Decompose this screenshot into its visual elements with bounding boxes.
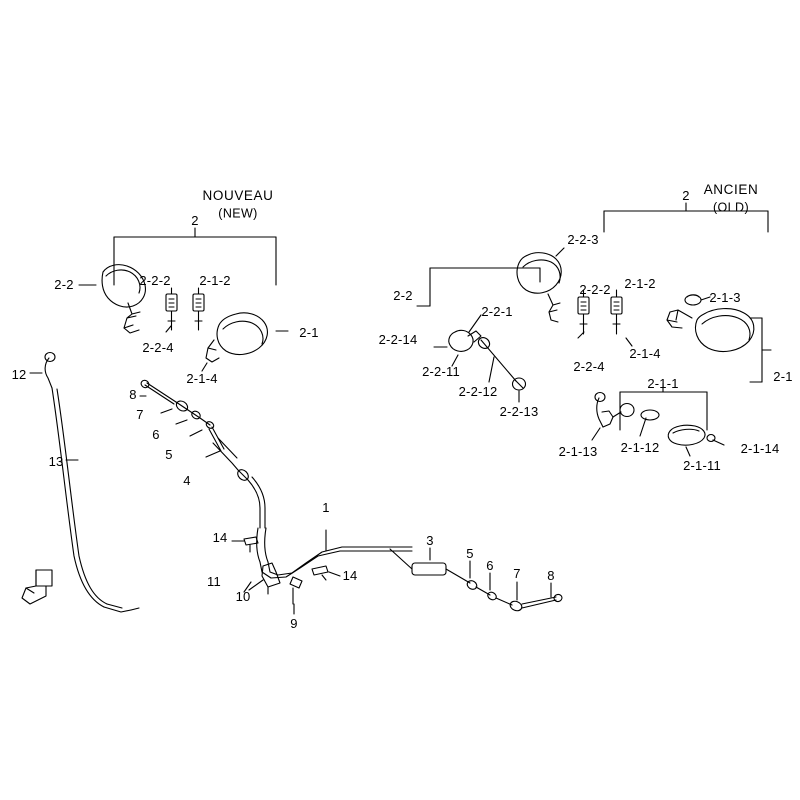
label-new-2-1-2: 2-1-2 [199, 273, 231, 289]
leader-new-2-1-4 [202, 363, 207, 371]
old-part-2-1-14-washer [707, 435, 715, 442]
label-8: 8 [129, 387, 137, 403]
label-old-2-2-4: 2-2-4 [573, 359, 605, 375]
cable-13 [45, 353, 139, 613]
label-1: 1 [322, 500, 330, 516]
title-ancien: ANCIEN [703, 181, 759, 197]
leader-new-2-2-4 [166, 326, 171, 332]
leader-old-2-1-13 [592, 428, 600, 440]
bracket-new-group-2 [114, 228, 276, 285]
label-6: 6 [152, 427, 160, 443]
old-part-2-2-12-13 [476, 335, 525, 390]
label-new-group-2: 2 [191, 213, 199, 229]
old-part-2-1-11 [668, 425, 705, 445]
leader-old-2-2-4 [578, 332, 584, 338]
part-9-bolt [290, 577, 302, 604]
label-old-2-2-13: 2-2-13 [499, 404, 539, 420]
label-11: 11 [207, 574, 221, 590]
label-old-2-1-3: 2-1-3 [709, 290, 741, 306]
label-5-right: 5 [466, 546, 474, 562]
label-13: 13 [48, 454, 64, 470]
label-old-2-2-1: 2-2-1 [481, 304, 513, 320]
label-14-left: 14 [212, 530, 228, 546]
label-old-2-1-13: 2-1-13 [558, 444, 598, 460]
label-10: 10 [235, 589, 251, 605]
label-old-2-1-2: 2-1-2 [624, 276, 656, 292]
leader-7 [161, 409, 172, 413]
bracket-old-2-1 [750, 318, 771, 382]
label-old-2-2-12: 2-2-12 [458, 384, 498, 400]
label-old-2-1-11: 2-1-11 [683, 458, 721, 474]
part-14-left [244, 537, 258, 552]
label-3: 3 [426, 533, 434, 549]
label-old-2-1-12: 2-1-12 [620, 440, 660, 456]
title-new: (NEW) [218, 206, 258, 221]
cable-assembly-left [140, 379, 265, 528]
label-new-2-2-2: 2-2-2 [139, 273, 171, 289]
label-old-2-1-1: 2-1-1 [647, 376, 679, 392]
label-new-2-1: 2-1 [299, 325, 319, 341]
label-14-right: 14 [342, 568, 358, 584]
leader-14-right [329, 572, 340, 576]
old-mirror-2-1 [667, 309, 754, 352]
old-part-2-1-3 [685, 295, 701, 305]
old-part-2-1-2 [611, 297, 622, 334]
label-6-right: 6 [486, 558, 494, 574]
leader-4 [206, 451, 220, 457]
label-8-right: 8 [547, 568, 555, 584]
label-5: 5 [165, 447, 173, 463]
label-old-2-1: 2-1 [773, 369, 793, 385]
label-old-2-1-14: 2-1-14 [740, 441, 780, 457]
label-new-2-2: 2-2 [54, 277, 74, 293]
old-part-2-2-1 [449, 330, 481, 351]
title-old: (OLD) [712, 200, 750, 215]
label-old-2-2-3: 2-2-3 [567, 232, 599, 248]
label-12: 12 [11, 367, 27, 383]
label-old-2-2-2: 2-2-2 [579, 282, 611, 298]
part-14-right [312, 566, 328, 580]
bracket-clamp-left [22, 570, 52, 604]
leader-old-2-1-14 [713, 440, 724, 445]
new-part-2-2-2 [166, 294, 177, 330]
old-part-2-1-12 [641, 410, 659, 420]
label-7-right: 7 [513, 566, 521, 582]
label-new-2-2-4: 2-2-4 [142, 340, 174, 356]
leader-6 [176, 420, 187, 424]
label-new-2-1-4: 2-1-4 [186, 371, 218, 387]
new-part-2-1-2 [193, 294, 204, 330]
old-part-2-2-2 [578, 297, 589, 334]
leader-old-2-1-4 [626, 338, 632, 346]
leader-old-2-2-12 [489, 357, 494, 382]
label-old-2-2-11: 2-2-11 [422, 364, 460, 380]
label-9: 9 [290, 616, 298, 632]
label-4: 4 [183, 473, 191, 489]
leader-5 [190, 430, 202, 436]
label-old-group-2: 2 [682, 188, 690, 204]
label-7: 7 [136, 407, 144, 423]
bracket-old-2-2 [417, 268, 540, 306]
label-old-2-2: 2-2 [393, 288, 413, 304]
title-nouveau: NOUVEAU [202, 187, 274, 203]
old-mirror-2-2 [517, 253, 561, 322]
label-old-2-2-14: 2-2-14 [378, 332, 418, 348]
leader-old-2-1-11 [686, 447, 690, 456]
leader-old-2-2-1 [469, 315, 481, 332]
new-mirror-2-1 [206, 313, 267, 362]
leader-old-2-2-3 [556, 248, 564, 256]
old-part-2-1-13 [595, 393, 634, 428]
leader-old-2-1-12 [640, 418, 646, 436]
label-old-2-1-4: 2-1-4 [629, 346, 661, 362]
